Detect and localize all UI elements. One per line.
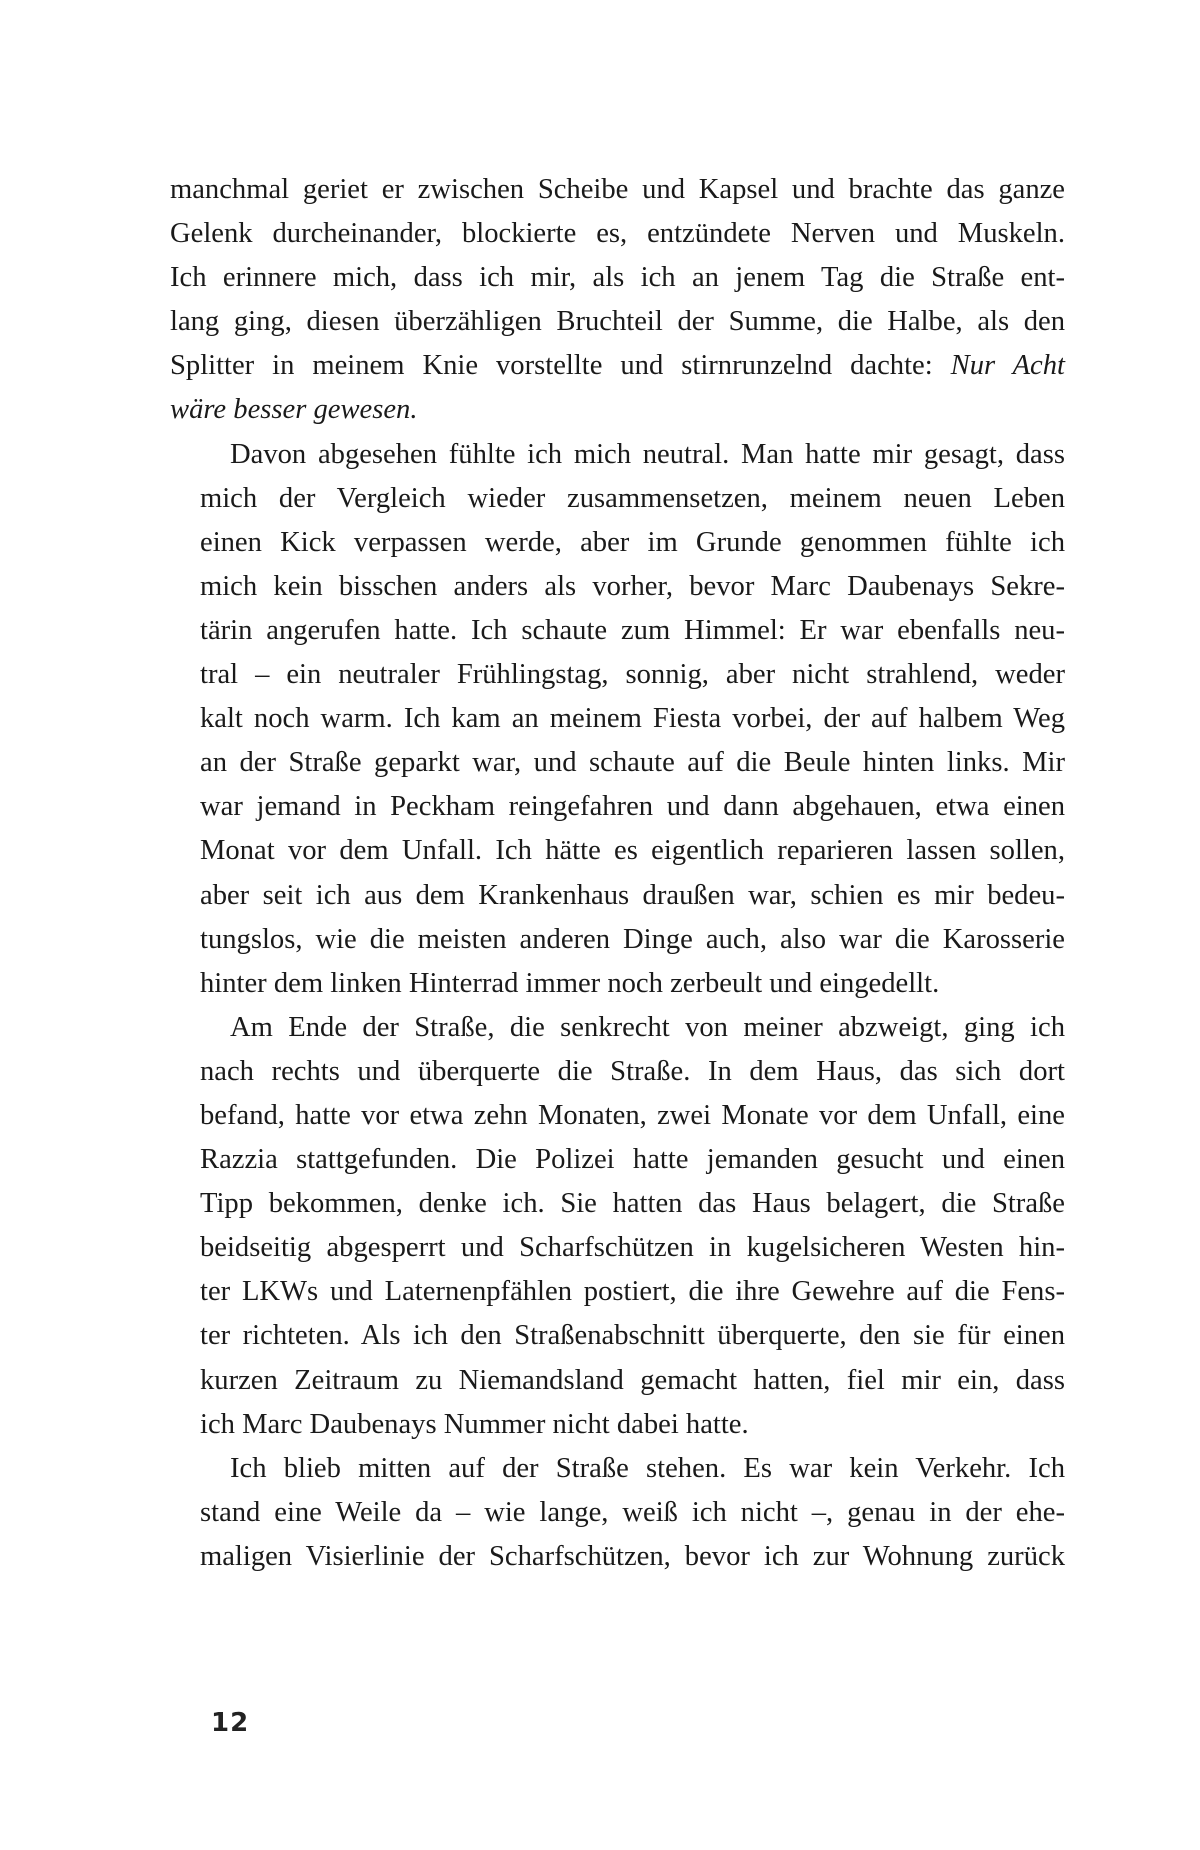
paragraph-4	[170, 1447, 1065, 1579]
text-line: aber seit ich aus dem Krankenhaus draußen war, schien es mir bedeu-	[200, 879, 1065, 911]
text-line: beidseitig abgesperrt und Scharfschützen in kugelsicheren Westen hin-	[200, 1232, 1065, 1264]
text-line: mich der Vergleich wieder zusammensetzen, meinem neuen Leben	[200, 482, 1065, 514]
paragraph-1	[170, 168, 1065, 433]
body-text	[170, 168, 1065, 1579]
text-line: Ich erinnere mich, dass ich mir, als ich an jenem Tag die Straße ent-	[170, 262, 1065, 294]
text-line: ter LKWs und Laternenpfählen postiert, die ihre Gewehre auf die Fens-	[200, 1276, 1065, 1308]
text-line: einen Kick verpassen werde, aber im Grunde genommen fühlte ich	[200, 526, 1065, 558]
text-line: lang ging, diesen überzähligen Bruchteil der Summe, die Halbe, als den	[170, 306, 1065, 338]
text-line: tral – ein neutraler Frühlingstag, sonnig, aber nicht strahlend, weder	[200, 659, 1065, 691]
text-line: Tipp bekommen, denke ich. Sie hatten das Haus belagert, die Straße	[200, 1188, 1065, 1220]
text-line: stand eine Weile da – wie lange, weiß ich nicht –, genau in der ehe-	[200, 1496, 1065, 1528]
text-line: Davon abgesehen fühlte ich mich neutral. Man hatte mir gesagt, dass	[230, 438, 1065, 470]
text-line: Gelenk durcheinander, blockierte es, entzündete Nerven und Muskeln.	[170, 218, 1065, 250]
text-line: an der Straße geparkt war, und schaute auf die Beule hinten links. Mir	[200, 747, 1065, 779]
text-line: manchmal geriet er zwischen Scheibe und Kapsel und brachte das ganze	[170, 174, 1065, 205]
text-line: nach rechts und überquerte die Straße. In dem Haus, das sich dort	[200, 1055, 1065, 1087]
italic-phrase: wäre besser gewesen.	[170, 394, 418, 426]
text-line: maligen Visierlinie der Scharfschützen, bevor ich zur Wohnung zurück	[200, 1540, 1065, 1572]
text-line	[170, 344, 1065, 388]
text-line: befand, hatte vor etwa zehn Monaten, zwei Monate vor dem Unfall, eine	[200, 1099, 1065, 1131]
text-line: tärin angerufen hatte. Ich schaute zum Himmel: Er war ebenfalls neu-	[200, 614, 1065, 646]
text-line: mich kein bisschen anders als vorher, bevor Marc Daubenays Sekre-	[200, 570, 1065, 602]
text-line: ter richteten. Als ich den Straßenabschnitt überquerte, den sie für einen	[200, 1320, 1065, 1352]
paragraph-3	[170, 1006, 1065, 1447]
text-line	[170, 388, 1065, 432]
paragraph-2	[170, 433, 1065, 1006]
text-line: Monat vor dem Unfall. Ich hätte es eigentlich reparieren lassen sollen,	[200, 835, 1065, 867]
text-line: Razzia stattgefunden. Die Polizei hatte jemanden gesucht und einen	[200, 1144, 1065, 1176]
text-line: tungslos, wie die meisten anderen Dinge auch, also war die Karosserie	[200, 923, 1065, 955]
text-line-segment: Splitter in meinem Knie vorstellte und stirnrunzelnd dachte:	[170, 350, 933, 382]
text-line: Am Ende der Straße, die senkrecht von meiner abzweigt, ging ich	[230, 1011, 1065, 1043]
text-line: Ich blieb mitten auf der Straße stehen. Es war kein Verkehr. Ich	[230, 1452, 1065, 1484]
text-line: ich Marc Daubenays Nummer nicht dabei hatte.	[200, 1408, 749, 1440]
text-line: kurzen Zeitraum zu Niemandsland gemacht hatten, fiel mir ein, dass	[200, 1364, 1065, 1396]
page-number: 12	[211, 1708, 250, 1738]
text-line: kalt noch warm. Ich kam an meinem Fiesta vorbei, der auf halbem Weg	[200, 703, 1065, 735]
italic-phrase: Nur Acht	[950, 350, 1065, 382]
text-line: war jemand in Peckham reingefahren und dann abgehauen, etwa einen	[200, 791, 1065, 823]
text-line: hinter dem linken Hinterrad immer noch zerbeult und eingedellt.	[200, 967, 940, 999]
